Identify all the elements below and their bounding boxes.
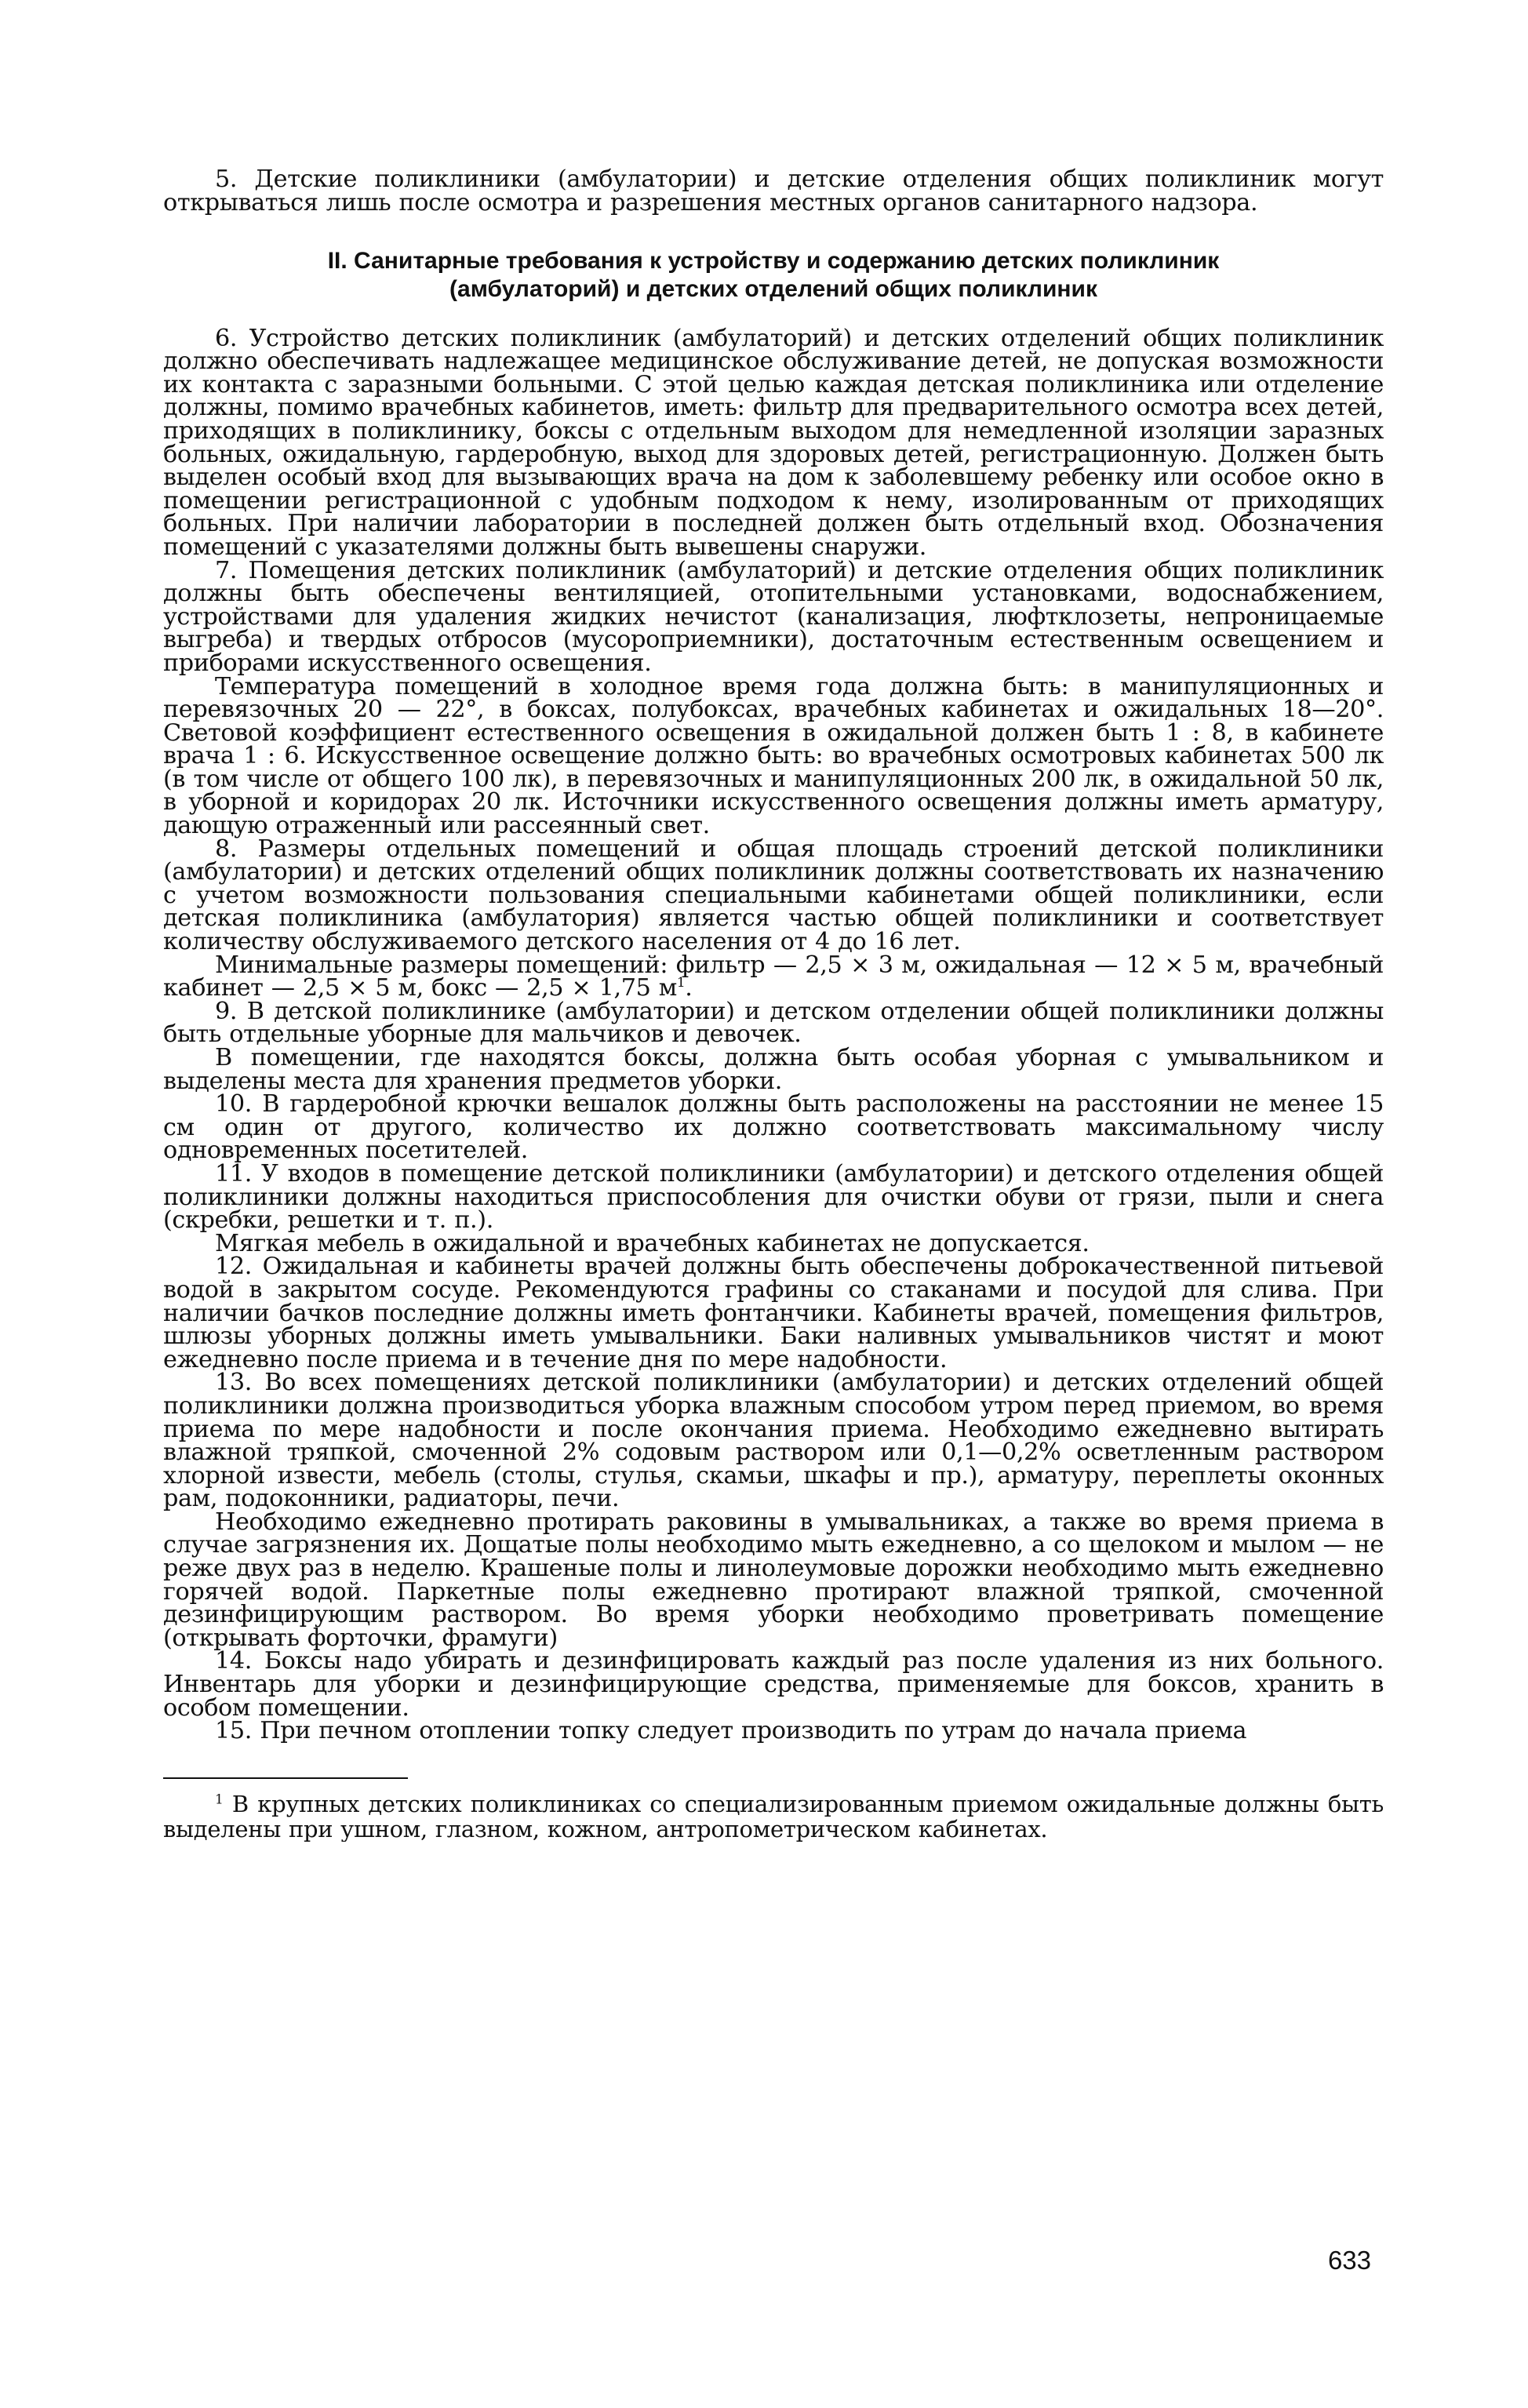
footnote-ref: 1 xyxy=(676,975,686,991)
paragraph-9-boxes: В помещении, где находятся боксы, должна быть особая уборная с умывальником и выделены места для хранения предметов уборки. xyxy=(163,1044,1384,1095)
footnote-text: В крупных детских поликлиниках со специализированным приемом ожидальные должны быть выделены при ушном, глазном, кожном, антропометрическом кабинетах. xyxy=(163,1790,1384,1842)
min-sizes-end: . xyxy=(685,974,693,1002)
section-heading-line-2: (амбулаторий) и детских отделений общих поликлиник xyxy=(449,275,1097,302)
paragraph-15: 15. При печном отоплении топку следует производить по утрам до начала приема xyxy=(215,1717,1247,1745)
document-page xyxy=(163,168,1384,1842)
paragraph-6: 6. Устройство детских поликлиник (амбулаторий) и детских отделений общих поликлиник должно обеспечивать надлежащее медицинское обслуживание детей, не допуская возможности их контакта с заразными больными. С этой целью каждая детская поликлиника или отделение должны, помимо врачебных кабинетов, иметь: фильтр для предварительного осмотра всех детей, приходящих в поликлинику, боксы с отдельным выходом для немедленной изоляции заразных больных, ожидальную, гардеробную, выход для здоровых детей, регистрационную. Должен быть выделен особый вход для вызывающих врача на дом к заболевшему ребенку или особое окно в помещении регистрационной с удобным подходом к нему, изолированным от приходящих больных. При наличии лаборатории в последней должен быть отдельный вход. Обозначения помещений с указателями должны быть вывешены снаружи. xyxy=(163,324,1384,561)
paragraph-7-temperature: Температура помещений в холодное время года должна быть: в манипуляционных и перевязочных 20 — 22°, в боксах, полубоксах, врачебных кабинетах и ожидальных 18—20°. Световой коэффициент естественного освещения в ожидальной должен быть 1 : 8, в кабинете врача 1 : 6. Искусственное освещение должно быть: во врачебных осмотровых кабинетах 500 лк (в том числе от общего 100 лк), в перевязочных и манипуляционных 200 лк, в ожидальной 50 лк, в уборной и коридорах 20 лк. Источники искусственного освещения должны иметь арматуру, дающую отраженный или рассеянный свет. xyxy=(163,672,1384,840)
min-sizes-text: Минимальные размеры помещений: фильтр — 2,5 × 3 м, ожидальная — 12 × 5 м, врачебный кабинет — 2,5 × 5 м, бокс — 2,5 × 1,75 м xyxy=(163,951,1384,1002)
paragraph-7: 7. Помещения детских поликлиник (амбулаторий) и детские отделения общих поликлиник должны быть обеспечены вентиляцией, отопительными установками, водоснабжением, устройствами для удаления жидких нечистот (канализация, люфтклозеты, непроницаемые выгреба) и твердых отбросов (мусороприемники), достаточным естественным освещением и приборами искусственного освещения. xyxy=(163,556,1384,677)
footnote-marker: 1 xyxy=(215,1791,224,1808)
paragraph-11-furniture: Мягкая мебель в ожидальной и врачебных кабинетах не допускается. xyxy=(215,1229,1090,1257)
section-heading-line-1: II. Санитарные требования к устройству и содержанию детских поликлиник xyxy=(327,247,1220,274)
paragraph-8-min-sizes xyxy=(163,951,1384,1002)
paragraph-9: 9. В детской поликлинике (амбулатории) и детском отделении общей поликлиники должны быть отдельные уборные для мальчиков и девочек. xyxy=(163,997,1384,1049)
paragraph-13: 13. Во всех помещениях детской поликлиники (амбулатории) и детских отделений общей поликлиники должна производиться уборка влажным способом утром перед приемом, во время приема по мере надобности и после окончания приема. Необходимо ежедневно вытирать влажной тряпкой, смоченной 2% содовым раствором или 0,1—0,2% осветленным раствором хлорной извести, мебель (столы, стулья, скамьи, шкафы и пр.), арматуру, переплеты оконных рам, подоконники, радиаторы, печи. xyxy=(163,1369,1384,1513)
paragraph-11: 11. У входов в помещение детской поликлиники (амбулатории) и детского отделения общей поликлиники должны находиться приспособления для очистки обуви от грязи, пыли и снега (скребки, решетки и т. п.). xyxy=(163,1159,1384,1235)
paragraph-8: 8. Размеры отдельных помещений и общая площадь строений детской поликлиники (амбулатории) и детских отделений общих поликлиник должны соответствовать их назначению с учетом возможности пользования специальными кабинетами общей поликлиники, если детская поликлиника (амбулатория) является частью общей поликлиники и соответствует количеству обслуживаемого детского населения от 4 до 16 лет. xyxy=(163,835,1384,956)
section-heading xyxy=(163,247,1384,304)
footnote xyxy=(163,1791,1384,1842)
paragraph-5: 5. Детские поликлиники (амбулатории) и детские отделения общих поликлиник могут открываться лишь после осмотра и разрешения местных органов санитарного надзора. xyxy=(163,168,1384,217)
paragraph-12: 12. Ожидальная и кабинеты врачей должны быть обеспечены доброкачественной питьевой водой в закрытом сосуде. Рекомендуются графины со стаканами и посудой для слива. При наличии бачков последние должны иметь фонтанчики. Кабинеты врачей, помещения фильтров, шлюзы уборных должны иметь умывальники. Баки наливных умывальников чистят и моют ежедневно после приема и в течение дня по мере надобности. xyxy=(163,1253,1384,1373)
paragraph-14: 14. Боксы надо убирать и дезинфицировать каждый раз после удаления из них больного. Инвентарь для уборки и дезинфицирующие средства, применяемые для боксов, хранить в особом помещении. xyxy=(163,1647,1384,1722)
footnote-divider xyxy=(163,1777,408,1779)
page-number: 633 xyxy=(1327,2246,1371,2275)
paragraph-13-cleaning: Необходимо ежедневно протирать раковины в умывальниках, а также во время приема в случае загрязнения их. Дощатые полы необходимо мыть ежедневно, а со щелоком и мылом — не реже двух раз в неделю. Крашеные полы и линолеумовые дорожки необходимо мыть ежедневно горячей водой. Паркетные полы ежедневно протирают влажной тряпкой, смоченной дезинфицирующим раствором. Во время уборки необходимо проветривать помещение (открывать форточки, фрамуги) xyxy=(163,1508,1384,1652)
paragraph-10: 10. В гардеробной крючки вешалок должны быть расположены на расстоянии не менее 15 см один от другого, количество их должно соответствовать максимальному числу одновременных посетителей. xyxy=(163,1090,1384,1165)
